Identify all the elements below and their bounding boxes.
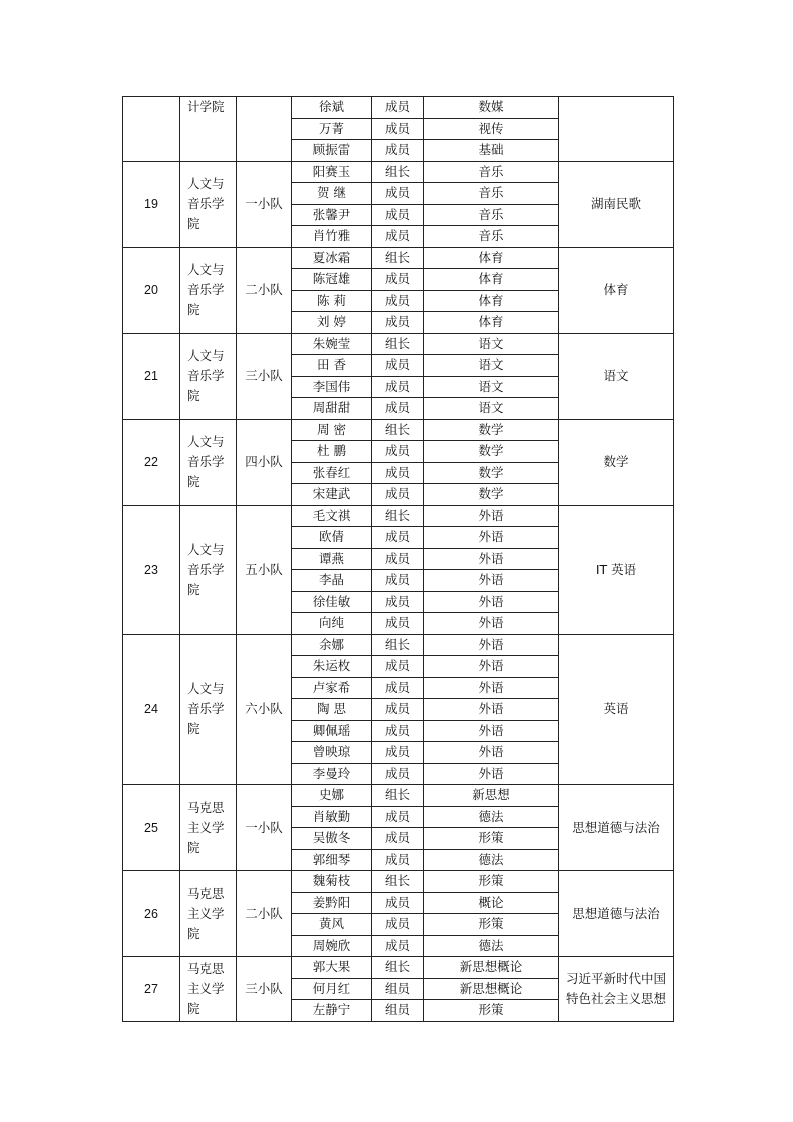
college-name-text: 人文与音乐学院: [187, 434, 225, 489]
member-subject: 数学: [424, 484, 559, 506]
member-subject: 语文: [424, 333, 559, 355]
member-name: 陶 思: [292, 699, 372, 721]
member-subject: 外语: [424, 613, 559, 635]
group-number: 25: [123, 785, 180, 871]
member-role: 组员: [372, 978, 424, 1000]
member-subject: 形策: [424, 828, 559, 850]
member-role: 成员: [372, 376, 424, 398]
group-number: 26: [123, 871, 180, 957]
member-name: 卿佩瑶: [292, 720, 372, 742]
member-name: 肖竹雅: [292, 226, 372, 248]
member-name: 刘 婷: [292, 312, 372, 334]
member-name: 张馨尹: [292, 204, 372, 226]
table-row: [123, 957, 674, 979]
group-number: 21: [123, 333, 180, 419]
member-role: 成员: [372, 892, 424, 914]
college-name-text: 马克思主义学院: [187, 799, 225, 855]
member-name: 徐斌: [292, 97, 372, 119]
member-name: 曾映琼: [292, 742, 372, 764]
member-name: 杜 鹏: [292, 441, 372, 463]
college-name: [180, 957, 237, 1022]
member-role: 组长: [372, 419, 424, 441]
member-name: 阳赛玉: [292, 161, 372, 183]
member-role: 成员: [372, 548, 424, 570]
member-name: 黄风: [292, 914, 372, 936]
team-name: 二小队: [237, 871, 292, 957]
member-role: 成员: [372, 591, 424, 613]
college-name-text: 人文与音乐学院: [187, 262, 225, 317]
research-theme: [559, 247, 674, 333]
member-subject: 德法: [424, 806, 559, 828]
member-name: 顾振雷: [292, 140, 372, 162]
group-number: 20: [123, 247, 180, 333]
research-theme: [559, 161, 674, 247]
member-name: 余娜: [292, 634, 372, 656]
member-name: 周 密: [292, 419, 372, 441]
research-theme: [559, 505, 674, 634]
member-name: 李曼玲: [292, 763, 372, 785]
team-cell: [237, 97, 292, 162]
college-name: [180, 505, 237, 634]
research-theme: [559, 871, 674, 957]
member-name: 卢家希: [292, 677, 372, 699]
college-name-text: 人文与音乐学院: [187, 681, 225, 737]
member-subject: 外语: [424, 634, 559, 656]
member-role: 组长: [372, 957, 424, 979]
college-cell: [180, 97, 237, 162]
member-subject: 外语: [424, 742, 559, 764]
group-number-cell: [123, 97, 180, 162]
member-subject: 外语: [424, 763, 559, 785]
member-subject: 语文: [424, 355, 559, 377]
member-name: 姜黔阳: [292, 892, 372, 914]
group-number: 23: [123, 505, 180, 634]
team-name: 三小队: [237, 957, 292, 1022]
member-subject: 外语: [424, 591, 559, 613]
member-subject: 德法: [424, 849, 559, 871]
member-name: 朱运枚: [292, 656, 372, 678]
research-theme: [559, 634, 674, 785]
college-name: [180, 333, 237, 419]
team-name: 一小队: [237, 161, 292, 247]
member-role: 成员: [372, 484, 424, 506]
member-subject: 外语: [424, 527, 559, 549]
member-role: 组长: [372, 785, 424, 807]
group-number: 19: [123, 161, 180, 247]
team-roster-body: [123, 97, 674, 1022]
member-role: 成员: [372, 269, 424, 291]
table-row: [123, 97, 674, 119]
member-subject: 语文: [424, 376, 559, 398]
member-name: 万菁: [292, 118, 372, 140]
member-role: 成员: [372, 290, 424, 312]
member-subject: 音乐: [424, 161, 559, 183]
member-subject: 形策: [424, 914, 559, 936]
member-subject: 外语: [424, 570, 559, 592]
member-name: 何月红: [292, 978, 372, 1000]
member-name: 贺 继: [292, 183, 372, 205]
research-theme: [559, 785, 674, 871]
group-number: 24: [123, 634, 180, 785]
member-role: 成员: [372, 570, 424, 592]
group-number: 22: [123, 419, 180, 505]
member-role: 成员: [372, 656, 424, 678]
member-role: 成员: [372, 462, 424, 484]
member-subject: 概论: [424, 892, 559, 914]
member-role: 成员: [372, 914, 424, 936]
member-role: 成员: [372, 398, 424, 420]
member-role: 组长: [372, 247, 424, 269]
research-theme-text: 数学: [603, 454, 629, 469]
member-role: 成员: [372, 742, 424, 764]
member-subject: 新思想: [424, 785, 559, 807]
member-role: 成员: [372, 699, 424, 721]
member-subject: 外语: [424, 656, 559, 678]
member-role: 组长: [372, 634, 424, 656]
table-row: [123, 871, 674, 893]
member-name: 宋建武: [292, 484, 372, 506]
member-subject: 基础: [424, 140, 559, 162]
member-role: 成员: [372, 204, 424, 226]
member-subject: 语文: [424, 398, 559, 420]
member-role: 成员: [372, 140, 424, 162]
member-subject: 数学: [424, 419, 559, 441]
college-name-text: 人文与音乐学院: [187, 348, 225, 403]
table-row: [123, 333, 674, 355]
member-subject: 音乐: [424, 226, 559, 248]
member-role: 成员: [372, 118, 424, 140]
member-name: 向纯: [292, 613, 372, 635]
member-name: 李国伟: [292, 376, 372, 398]
member-role: 组长: [372, 333, 424, 355]
research-theme: [559, 419, 674, 505]
member-subject: 视传: [424, 118, 559, 140]
member-role: 成员: [372, 935, 424, 957]
team-name: 六小队: [237, 634, 292, 785]
research-theme: [559, 333, 674, 419]
member-name: 郭大果: [292, 957, 372, 979]
member-subject: 音乐: [424, 183, 559, 205]
member-name: 朱婉莹: [292, 333, 372, 355]
college-name-text: 人文与音乐学院: [187, 176, 225, 231]
member-subject: 外语: [424, 505, 559, 527]
member-subject: 数媒: [424, 97, 559, 119]
member-name: 欧倩: [292, 527, 372, 549]
member-subject: 体育: [424, 247, 559, 269]
team-name: 一小队: [237, 785, 292, 871]
research-theme-text: 思想道德与法治: [572, 819, 660, 835]
member-role: 成员: [372, 806, 424, 828]
member-role: 成员: [372, 355, 424, 377]
research-theme-text: 体育: [603, 282, 629, 297]
member-role: 成员: [372, 226, 424, 248]
team-roster-table: [122, 96, 674, 1022]
member-role: 成员: [372, 613, 424, 635]
college-name-text: 马克思主义学院: [187, 885, 225, 941]
member-name: 史娜: [292, 785, 372, 807]
member-subject: 体育: [424, 312, 559, 334]
member-role: 成员: [372, 763, 424, 785]
member-name: 周甜甜: [292, 398, 372, 420]
team-name: 四小队: [237, 419, 292, 505]
member-role: 成员: [372, 183, 424, 205]
member-role: 成员: [372, 828, 424, 850]
member-subject: 数学: [424, 462, 559, 484]
member-subject: 德法: [424, 935, 559, 957]
college-name-text: 马克思主义学院: [187, 960, 225, 1016]
member-role: 成员: [372, 677, 424, 699]
member-subject: 新思想概论: [424, 978, 559, 1000]
table-row: [123, 634, 674, 656]
member-role: 成员: [372, 527, 424, 549]
member-subject: 音乐: [424, 204, 559, 226]
member-name: 李晶: [292, 570, 372, 592]
research-theme-text: IT 英语: [595, 561, 637, 577]
member-subject: 外语: [424, 699, 559, 721]
member-name: 左静宁: [292, 1000, 372, 1022]
table-row: [123, 419, 674, 441]
member-role: 组长: [372, 871, 424, 893]
member-name: 魏菊枝: [292, 871, 372, 893]
member-name: 周婉欣: [292, 935, 372, 957]
member-role: 成员: [372, 97, 424, 119]
member-subject: 形策: [424, 1000, 559, 1022]
research-theme: [559, 957, 674, 1022]
member-subject: 外语: [424, 720, 559, 742]
member-subject: 体育: [424, 290, 559, 312]
member-subject: 新思想概论: [424, 957, 559, 979]
table-row: [123, 505, 674, 527]
member-role: 成员: [372, 441, 424, 463]
college-cell-text: 计学院: [187, 99, 225, 114]
college-name: [180, 871, 237, 957]
member-subject: 外语: [424, 548, 559, 570]
member-subject: 外语: [424, 677, 559, 699]
member-subject: 体育: [424, 269, 559, 291]
college-name: [180, 634, 237, 785]
member-role: 成员: [372, 849, 424, 871]
member-role: 组员: [372, 1000, 424, 1022]
research-theme-text: 思想道德与法治: [572, 905, 660, 921]
research-theme-text: 湖南民歌: [590, 196, 641, 211]
member-role: 组长: [372, 161, 424, 183]
member-subject: 数学: [424, 441, 559, 463]
member-role: 成员: [372, 312, 424, 334]
college-name: [180, 785, 237, 871]
member-name: 张春红: [292, 462, 372, 484]
table-row: [123, 247, 674, 269]
member-name: 谭燕: [292, 548, 372, 570]
research-theme-text: 习近平新时代中国特色社会主义思想: [565, 970, 666, 1006]
member-name: 吴傲冬: [292, 828, 372, 850]
team-name: 二小队: [237, 247, 292, 333]
member-name: 陈 莉: [292, 290, 372, 312]
college-name-text: 人文与音乐学院: [187, 541, 225, 597]
table-row: [123, 161, 674, 183]
member-name: 夏冰霜: [292, 247, 372, 269]
member-name: 肖敏勤: [292, 806, 372, 828]
theme-cell: [559, 97, 674, 162]
table-row: [123, 785, 674, 807]
member-name: 毛文祺: [292, 505, 372, 527]
member-role: 成员: [372, 720, 424, 742]
group-number: 27: [123, 957, 180, 1022]
college-name: [180, 247, 237, 333]
team-name: 三小队: [237, 333, 292, 419]
college-name: [180, 419, 237, 505]
research-theme-text: 语文: [603, 368, 629, 383]
member-name: 徐佳敏: [292, 591, 372, 613]
college-name: [180, 161, 237, 247]
member-name: 陈冠雄: [292, 269, 372, 291]
team-name: 五小队: [237, 505, 292, 634]
member-subject: 形策: [424, 871, 559, 893]
member-name: 郭细琴: [292, 849, 372, 871]
member-role: 组长: [372, 505, 424, 527]
research-theme-text: 英语: [603, 701, 629, 717]
member-name: 田 香: [292, 355, 372, 377]
